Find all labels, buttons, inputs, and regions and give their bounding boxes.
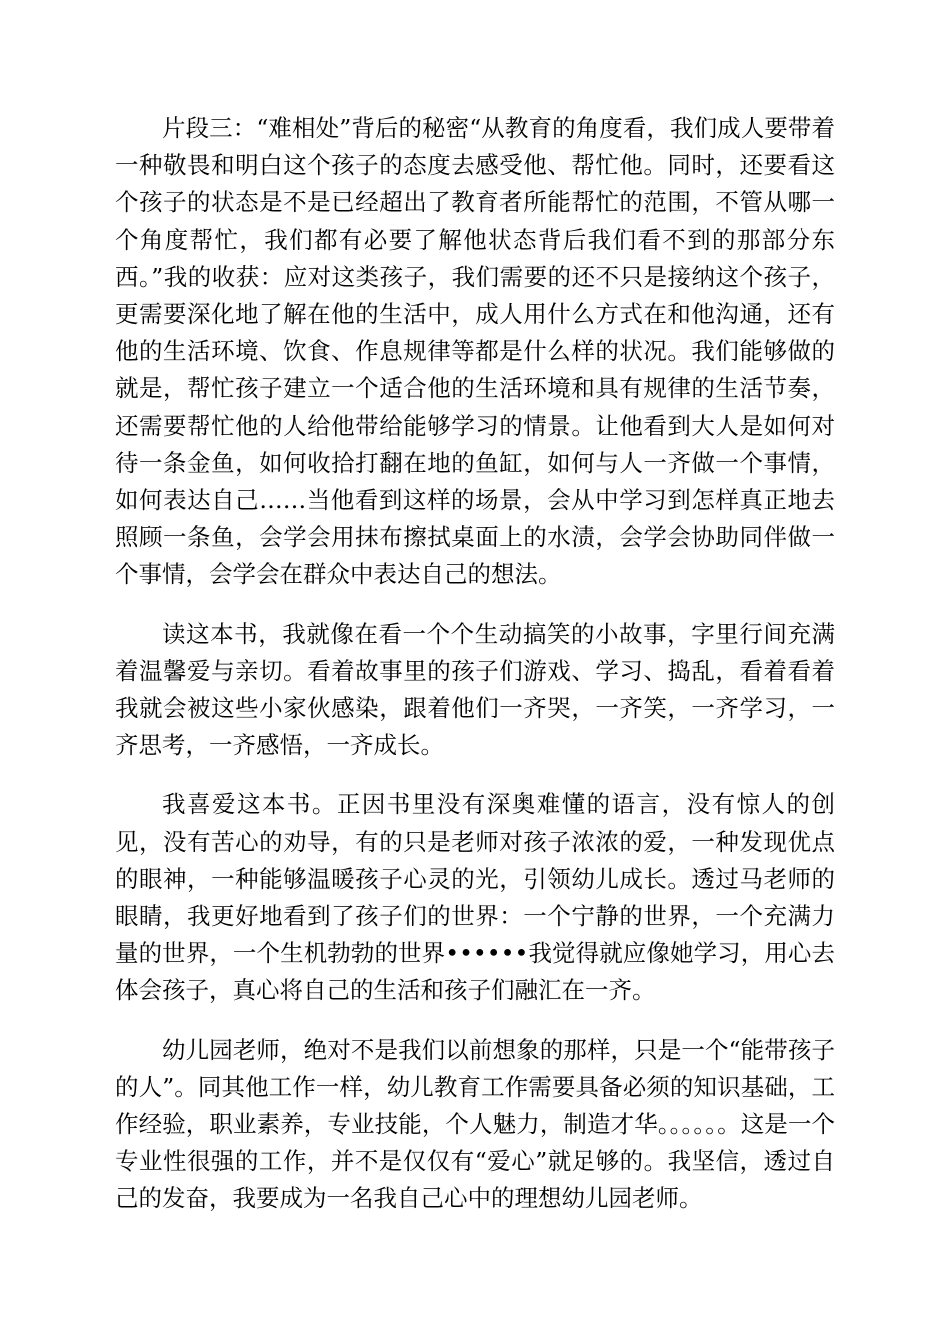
paragraph-1: 片段三：“难相处”背后的秘密“从教育的角度看，我们成人要带着一种敬畏和明白这个孩子的态度去感受他、帮忙他。同时，还要看这个孩子的状态是不是已经超出了教育者所能帮忙的范围，不管从哪一个角度帮忙，我们都有必要了解他状态背后我们看不到的那部分东西。”我的收获：应对这类孩子，我们需要的还不只是接纳这个孩子，更需要深化地了解在他的生活中，成人用什么方式在和他沟通，还有他的生活环境、饮食、作息规律等都是什么样的状况。我们能够做的就是，帮忙孩子建立一个适合他的生活环境和具有规律的生活节奏，还需要帮忙他的人给他带给能够学习的情景。让他看到大人是如何对待一条金鱼，如何收拾打翻在地的鱼缸，如何与人一齐做一个事情，如何表达自己……当他看到这样的场景，会从中学习到怎样真正地去照顾一条鱼，会学会用抹布擦拭桌面上的水渍，会学会协助同伴做一个事情，会学会在群众中表达自己的想法。 <box>115 114 835 589</box>
document-page <box>115 110 835 1218</box>
paragraph-3: 我喜爱这本书。正因书里没有深奥难懂的语言，没有惊人的创见，没有苦心的劝导，有的只是老师对孩子浓浓的爱，一种发现优点的眼神，一种能够温暖孩子心灵的光，引领幼儿成长。透过马老师的眼睛，我更好地看到了孩子们的世界：一个宁静的世界，一个充满力量的世界，一个生机勃勃的世界••••••我觉得就应像她学习，用心去体会孩子，真心将自己的生活和孩子们融汇在一齐。 <box>115 790 835 1005</box>
paragraph-2: 读这本书，我就像在看一个个生动搞笑的小故事，字里行间充满着温馨爱与亲切。看着故事里的孩子们游戏、学习、捣乱，看着看着我就会被这些小家伙感染，跟着他们一齐哭，一齐笑，一齐学习，一齐思考，一齐感悟，一齐成长。 <box>115 619 835 760</box>
paragraph-4: 幼儿园老师，绝对不是我们以前想象的那样，只是一个“能带孩子的人”。同其他工作一样，幼儿教育工作需要具备必须的知识基础，工作经验，职业素养，专业技能，个人魅力，制造才华。。。。。。这是一个专业性很强的工作，并不是仅仅有“爱心”就足够的。我坚信，透过自己的发奋，我要成为一名我自己心中的理想幼儿园老师。 <box>115 1035 835 1213</box>
